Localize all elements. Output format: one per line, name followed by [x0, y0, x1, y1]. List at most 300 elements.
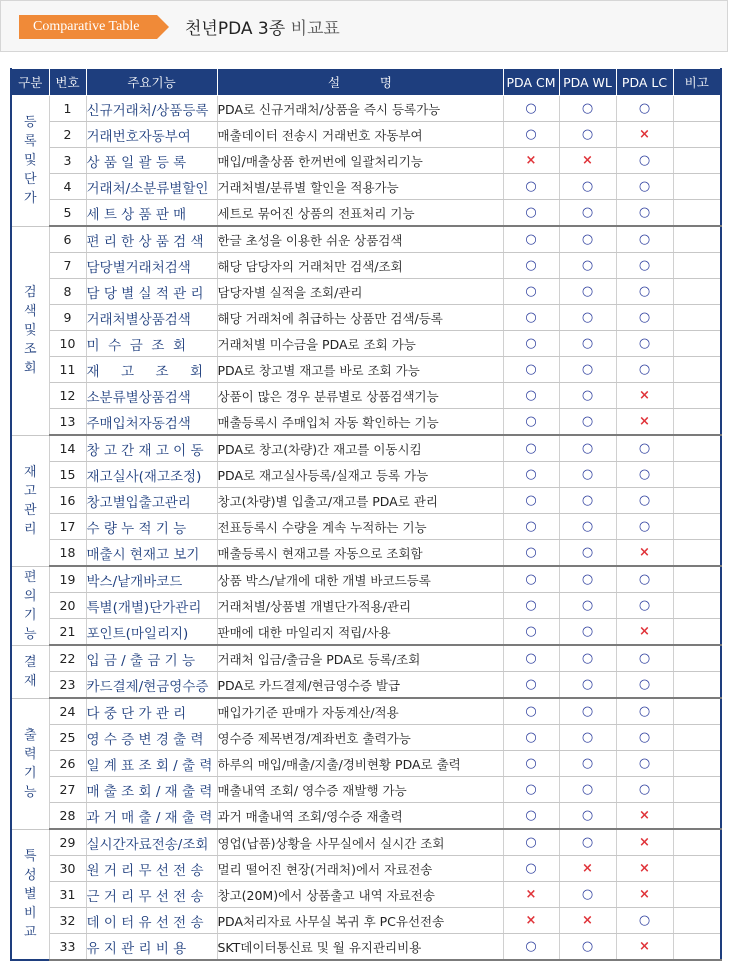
feature-description: 매입가기준 판매가 자동계산/적용	[217, 698, 503, 725]
group-label-char: 리	[23, 521, 37, 537]
pda-lc-support: ×	[616, 619, 673, 646]
section-badge: Comparative Table	[19, 15, 157, 39]
pda-lc-support: ○	[616, 253, 673, 279]
row-number: 29	[49, 829, 86, 856]
note-cell	[673, 174, 721, 200]
feature-name: 특별(개별)단가관리	[86, 593, 217, 619]
feature-description: 상품 박스/낱개에 대한 개별 바코드등록	[217, 566, 503, 593]
note-cell	[673, 226, 721, 253]
pda-lc-support: ○	[616, 331, 673, 357]
feature-name: 근 거 리 무 선 전 송	[86, 882, 217, 908]
table-body	[11, 96, 721, 961]
group-label	[11, 566, 49, 645]
row-number: 3	[49, 148, 86, 174]
pda-lc-support: ○	[616, 174, 673, 200]
pda-cm-support: ○	[503, 409, 559, 436]
pda-lc-support: ○	[616, 200, 673, 227]
table-row	[11, 777, 721, 803]
pda-wl-support: ○	[559, 279, 616, 305]
row-number: 19	[49, 566, 86, 593]
group-label	[11, 645, 49, 698]
pda-lc-support: ○	[616, 305, 673, 331]
row-number: 15	[49, 462, 86, 488]
pda-wl-support: ○	[559, 174, 616, 200]
row-number: 33	[49, 934, 86, 961]
row-number: 28	[49, 803, 86, 830]
row-number: 27	[49, 777, 86, 803]
pda-cm-support: ○	[503, 435, 559, 462]
group-label-char: 재	[23, 673, 37, 689]
pda-wl-support: ○	[559, 803, 616, 830]
title-main: 천년PDA 3종	[185, 19, 286, 39]
pda-cm-support: ○	[503, 200, 559, 227]
feature-description: 하루의 매입/매출/지출/경비현황 PDA로 출력	[217, 751, 503, 777]
pda-wl-support: ○	[559, 488, 616, 514]
feature-description: 전표등록시 수량을 계속 누적하는 기능	[217, 514, 503, 540]
pda-wl-support: ○	[559, 435, 616, 462]
pda-lc-support: ○	[616, 226, 673, 253]
feature-name: 담당별거래처검색	[86, 253, 217, 279]
note-cell	[673, 829, 721, 856]
row-number: 9	[49, 305, 86, 331]
table-row	[11, 488, 721, 514]
pda-lc-support: ○	[616, 777, 673, 803]
pda-lc-support: ○	[616, 357, 673, 383]
pda-wl-support: ○	[559, 619, 616, 646]
group-label-char: 및	[23, 323, 37, 338]
pda-cm-support: ○	[503, 698, 559, 725]
pda-wl-support: ○	[559, 305, 616, 331]
table-row	[11, 226, 721, 253]
feature-description: 해당 담당자의 거래처만 검색/조회	[217, 253, 503, 279]
note-cell	[673, 96, 721, 122]
note-cell	[673, 253, 721, 279]
pda-wl-support: ○	[559, 253, 616, 279]
group-label-char: 색	[23, 304, 37, 319]
feature-name: 다 중 단 가 관 리	[86, 698, 217, 725]
feature-name: 거래처별상품검색	[86, 305, 217, 331]
group-label-char: 성	[23, 867, 37, 883]
row-number: 4	[49, 174, 86, 200]
row-number: 8	[49, 279, 86, 305]
note-cell	[673, 279, 721, 305]
pda-wl-support: ○	[559, 751, 616, 777]
table-row	[11, 305, 721, 331]
pda-cm-support: ○	[503, 279, 559, 305]
feature-name: 데 이 터 유 선 전 송	[86, 908, 217, 934]
feature-description: 창고(20M)에서 상품출고 내역 자료전송	[217, 882, 503, 908]
feature-description: PDA로 창고별 재고를 바로 조회 가능	[217, 357, 503, 383]
group-label-char: 재	[23, 464, 37, 480]
group-label-char: 편	[23, 569, 37, 585]
pda-wl-support: ○	[559, 514, 616, 540]
pda-wl-support: ○	[559, 566, 616, 593]
pda-wl-support: ○	[559, 383, 616, 409]
table-row	[11, 96, 721, 122]
pda-wl-support: ○	[559, 122, 616, 148]
feature-description: 과거 매출내역 조회/영수증 재출력	[217, 803, 503, 830]
col-header-pda-wl: PDA WL	[559, 69, 616, 96]
feature-name: 일 계 표 조 회 / 출 력	[86, 751, 217, 777]
feature-name: 매 출 조 회 / 재 출 력	[86, 777, 217, 803]
pda-lc-support: ○	[616, 645, 673, 672]
pda-wl-support: ×	[559, 856, 616, 882]
group-label-char: 기	[23, 607, 37, 623]
feature-description: 거래처별 미수금을 PDA로 조회 가능	[217, 331, 503, 357]
feature-name: 세 트 상 품 판 매	[86, 200, 217, 227]
pda-lc-support: ×	[616, 829, 673, 856]
pda-wl-support: ×	[559, 908, 616, 934]
pda-wl-support: ○	[559, 829, 616, 856]
row-number: 12	[49, 383, 86, 409]
pda-cm-support: ○	[503, 856, 559, 882]
row-number: 22	[49, 645, 86, 672]
col-header-number: 번호	[49, 69, 86, 96]
row-number: 32	[49, 908, 86, 934]
group-label-char: 특	[23, 848, 37, 864]
page-title	[185, 14, 340, 39]
pda-cm-support: ○	[503, 462, 559, 488]
feature-name: 재 고 조 회	[86, 357, 217, 383]
note-cell	[673, 934, 721, 961]
feature-description: 상품이 많은 경우 분류별로 상품검색기능	[217, 383, 503, 409]
pda-lc-support: ○	[616, 908, 673, 934]
group-label-char: 력	[23, 746, 37, 762]
table-row	[11, 725, 721, 751]
feature-name: 상 품 일 괄 등 록	[86, 148, 217, 174]
table-row	[11, 279, 721, 305]
table-row	[11, 566, 721, 593]
feature-name: 원 거 리 무 선 전 송	[86, 856, 217, 882]
pda-lc-support: ○	[616, 462, 673, 488]
group-label	[11, 226, 49, 435]
note-cell	[673, 357, 721, 383]
pda-lc-support: ○	[616, 566, 673, 593]
table-row	[11, 540, 721, 567]
group-label-char: 결	[23, 654, 37, 670]
pda-lc-support: ×	[616, 383, 673, 409]
note-cell	[673, 619, 721, 646]
note-cell	[673, 514, 721, 540]
group-label-char: 가	[23, 191, 37, 207]
pda-cm-support: ○	[503, 226, 559, 253]
pda-lc-support: ×	[616, 934, 673, 961]
group-label-char: 의	[23, 588, 37, 604]
pda-lc-support: ×	[616, 409, 673, 436]
pda-wl-support: ○	[559, 409, 616, 436]
feature-description: 한글 초성을 이용한 쉬운 상품검색	[217, 226, 503, 253]
note-cell	[673, 803, 721, 830]
pda-cm-support: ○	[503, 122, 559, 148]
note-cell	[673, 488, 721, 514]
row-number: 13	[49, 409, 86, 436]
pda-wl-support: ○	[559, 357, 616, 383]
feature-name: 신규거래처/상품등록	[86, 96, 217, 122]
pda-lc-support: ○	[616, 751, 673, 777]
feature-name: 유 지 관 리 비 용	[86, 934, 217, 961]
row-number: 30	[49, 856, 86, 882]
table-row	[11, 122, 721, 148]
feature-description: 판매에 대한 마일리지 적립/사용	[217, 619, 503, 646]
pda-lc-support: ×	[616, 882, 673, 908]
group-label-char: 조	[23, 342, 37, 357]
pda-cm-support: ○	[503, 672, 559, 699]
pda-wl-support: ×	[559, 148, 616, 174]
col-header-pda-lc: PDA LC	[616, 69, 673, 96]
row-number: 14	[49, 435, 86, 462]
pda-cm-support: ○	[503, 803, 559, 830]
pda-cm-support: ○	[503, 331, 559, 357]
pda-lc-support: ○	[616, 672, 673, 699]
note-cell	[673, 305, 721, 331]
feature-name: 소분류별상품검색	[86, 383, 217, 409]
table-header-row	[11, 69, 721, 96]
col-header-description: 설 명	[217, 69, 503, 96]
row-number: 23	[49, 672, 86, 699]
pda-lc-support: ×	[616, 122, 673, 148]
pda-wl-support: ○	[559, 645, 616, 672]
pda-lc-support: ×	[616, 803, 673, 830]
pda-cm-support: ○	[503, 829, 559, 856]
feature-description: 매출등록시 현재고를 자동으로 조회함	[217, 540, 503, 567]
pda-cm-support: ×	[503, 882, 559, 908]
note-cell	[673, 856, 721, 882]
table-row	[11, 514, 721, 540]
group-label	[11, 829, 49, 960]
pda-cm-support: ○	[503, 540, 559, 567]
feature-name: 편 리 한 상 품 검 색	[86, 226, 217, 253]
pda-lc-support: ○	[616, 725, 673, 751]
group-label-char: 관	[23, 502, 37, 518]
table-row	[11, 908, 721, 934]
table-row	[11, 934, 721, 961]
feature-description: 멀리 떨어진 현장(거래처)에서 자료전송	[217, 856, 503, 882]
pda-lc-support: ○	[616, 279, 673, 305]
pda-cm-support: ○	[503, 96, 559, 122]
page-header	[0, 0, 728, 52]
group-label-char: 별	[23, 886, 37, 902]
pda-cm-support: ○	[503, 514, 559, 540]
feature-name: 과 거 매 출 / 재 출 력	[86, 803, 217, 830]
feature-name: 담 당 별 실 적 관 리	[86, 279, 217, 305]
note-cell	[673, 751, 721, 777]
note-cell	[673, 566, 721, 593]
pda-lc-support: ×	[616, 856, 673, 882]
row-number: 31	[49, 882, 86, 908]
pda-lc-support: ○	[616, 96, 673, 122]
pda-cm-support: ○	[503, 725, 559, 751]
table-row	[11, 619, 721, 646]
pda-wl-support: ○	[559, 593, 616, 619]
table-row	[11, 148, 721, 174]
table-row	[11, 751, 721, 777]
table-row	[11, 593, 721, 619]
feature-description: 거래처별/상품별 개별단가적용/관리	[217, 593, 503, 619]
note-cell	[673, 908, 721, 934]
table-row	[11, 253, 721, 279]
pda-lc-support: ○	[616, 514, 673, 540]
table-row	[11, 357, 721, 383]
pda-cm-support: ○	[503, 383, 559, 409]
table-row	[11, 435, 721, 462]
table-row	[11, 672, 721, 699]
row-number: 6	[49, 226, 86, 253]
note-cell	[673, 777, 721, 803]
pda-wl-support: ○	[559, 882, 616, 908]
pda-lc-support: ○	[616, 488, 673, 514]
pda-cm-support: ○	[503, 253, 559, 279]
group-label	[11, 435, 49, 566]
feature-name: 영 수 증 변 경 출 력	[86, 725, 217, 751]
pda-cm-support: ○	[503, 593, 559, 619]
pda-lc-support: ○	[616, 435, 673, 462]
note-cell	[673, 462, 721, 488]
table-row	[11, 803, 721, 830]
feature-description: PDA로 재고실사등록/실재고 등록 가능	[217, 462, 503, 488]
table-row	[11, 331, 721, 357]
group-label-char: 등	[23, 115, 37, 131]
table-row	[11, 698, 721, 725]
feature-name: 창 고 간 재 고 이 동	[86, 435, 217, 462]
pda-wl-support: ○	[559, 698, 616, 725]
feature-description: 거래처 입금/출금을 PDA로 등록/조회	[217, 645, 503, 672]
table-row	[11, 200, 721, 227]
group-label-char: 출	[23, 727, 37, 743]
feature-description: PDA처리자료 사무실 복귀 후 PC유선전송	[217, 908, 503, 934]
note-cell	[673, 331, 721, 357]
note-cell	[673, 540, 721, 567]
pda-wl-support: ○	[559, 540, 616, 567]
feature-description: 영업(납품)상황을 사무실에서 실시간 조회	[217, 829, 503, 856]
feature-name: 거래처/소분류별할인	[86, 174, 217, 200]
row-number: 11	[49, 357, 86, 383]
row-number: 24	[49, 698, 86, 725]
feature-name: 입 금 / 출 금 기 능	[86, 645, 217, 672]
group-label-char: 능	[23, 784, 37, 800]
pda-wl-support: ○	[559, 331, 616, 357]
group-label-char: 능	[23, 626, 37, 642]
pda-cm-support: ×	[503, 148, 559, 174]
note-cell	[673, 645, 721, 672]
feature-description: 매출데이터 전송시 거래번호 자동부여	[217, 122, 503, 148]
feature-description: 담당자별 실적을 조회/관리	[217, 279, 503, 305]
row-number: 2	[49, 122, 86, 148]
row-number: 25	[49, 725, 86, 751]
note-cell	[673, 593, 721, 619]
pda-wl-support: ○	[559, 96, 616, 122]
pda-wl-support: ○	[559, 200, 616, 227]
pda-lc-support: ○	[616, 593, 673, 619]
pda-lc-support: ○	[616, 698, 673, 725]
pda-cm-support: ○	[503, 751, 559, 777]
feature-description: PDA로 카드결제/현금영수증 발급	[217, 672, 503, 699]
group-label-char: 기	[23, 765, 37, 781]
note-cell	[673, 122, 721, 148]
feature-name: 주매입처자동검색	[86, 409, 217, 436]
feature-name: 재고실사(재고조정)	[86, 462, 217, 488]
group-label-char: 단	[23, 172, 37, 188]
row-number: 7	[49, 253, 86, 279]
group-label-char: 고	[23, 483, 37, 499]
note-cell	[673, 383, 721, 409]
feature-name: 창고별입출고관리	[86, 488, 217, 514]
col-header-category: 구분	[11, 69, 49, 96]
row-number: 1	[49, 96, 86, 122]
group-label-char: 교	[23, 924, 37, 940]
feature-description: 매입/매출상품 한꺼번에 일괄처리기능	[217, 148, 503, 174]
group-label-char: 비	[23, 905, 37, 921]
pda-lc-support: ○	[616, 148, 673, 174]
feature-name: 매출시 현재고 보기	[86, 540, 217, 567]
group-label-char: 록	[23, 134, 37, 150]
pda-lc-support: ×	[616, 540, 673, 567]
feature-description: 매출등록시 주매입처 자동 확인하는 기능	[217, 409, 503, 436]
feature-name: 실시간자료전송/조회	[86, 829, 217, 856]
comparison-table	[10, 68, 722, 961]
note-cell	[673, 672, 721, 699]
pda-cm-support: ○	[503, 357, 559, 383]
note-cell	[673, 725, 721, 751]
feature-description: SKT데이터통신료 및 월 유지관리비용	[217, 934, 503, 961]
pda-wl-support: ○	[559, 672, 616, 699]
pda-cm-support: ×	[503, 908, 559, 934]
pda-cm-support: ○	[503, 777, 559, 803]
feature-name: 박스/낱개바코드	[86, 566, 217, 593]
pda-cm-support: ○	[503, 174, 559, 200]
feature-name: 카드결제/현금영수증	[86, 672, 217, 699]
feature-description: 영수증 제목변경/계좌번호 출력가능	[217, 725, 503, 751]
feature-name: 포인트(마일리지)	[86, 619, 217, 646]
col-header-feature: 주요기능	[86, 69, 217, 96]
pda-cm-support: ○	[503, 645, 559, 672]
pda-cm-support: ○	[503, 619, 559, 646]
feature-description: PDA로 신규거래처/상품을 즉시 등록가능	[217, 96, 503, 122]
col-header-pda-cm: PDA CM	[503, 69, 559, 96]
row-number: 17	[49, 514, 86, 540]
row-number: 10	[49, 331, 86, 357]
feature-description: 매출내역 조회/ 영수증 재발행 가능	[217, 777, 503, 803]
group-label-char: 검	[23, 285, 37, 300]
row-number: 26	[49, 751, 86, 777]
row-number: 18	[49, 540, 86, 567]
note-cell	[673, 148, 721, 174]
feature-description: PDA로 창고(차량)간 재고를 이동시킴	[217, 435, 503, 462]
pda-wl-support: ○	[559, 934, 616, 961]
table-row	[11, 645, 721, 672]
table-row	[11, 856, 721, 882]
group-label	[11, 96, 49, 227]
col-header-note: 비고	[673, 69, 721, 96]
pda-cm-support: ○	[503, 305, 559, 331]
row-number: 21	[49, 619, 86, 646]
feature-description: 거래처별/분류별 할인을 적용가능	[217, 174, 503, 200]
feature-description: 창고(차량)별 입출고/재고를 PDA로 관리	[217, 488, 503, 514]
table-row	[11, 383, 721, 409]
group-label-char: 회	[23, 361, 37, 376]
pda-wl-support: ○	[559, 226, 616, 253]
table-row	[11, 174, 721, 200]
note-cell	[673, 698, 721, 725]
row-number: 5	[49, 200, 86, 227]
feature-name: 수 량 누 적 기 능	[86, 514, 217, 540]
table-row	[11, 462, 721, 488]
pda-wl-support: ○	[559, 725, 616, 751]
pda-cm-support: ○	[503, 934, 559, 961]
table-row	[11, 409, 721, 436]
group-label	[11, 698, 49, 829]
note-cell	[673, 409, 721, 436]
pda-cm-support: ○	[503, 488, 559, 514]
